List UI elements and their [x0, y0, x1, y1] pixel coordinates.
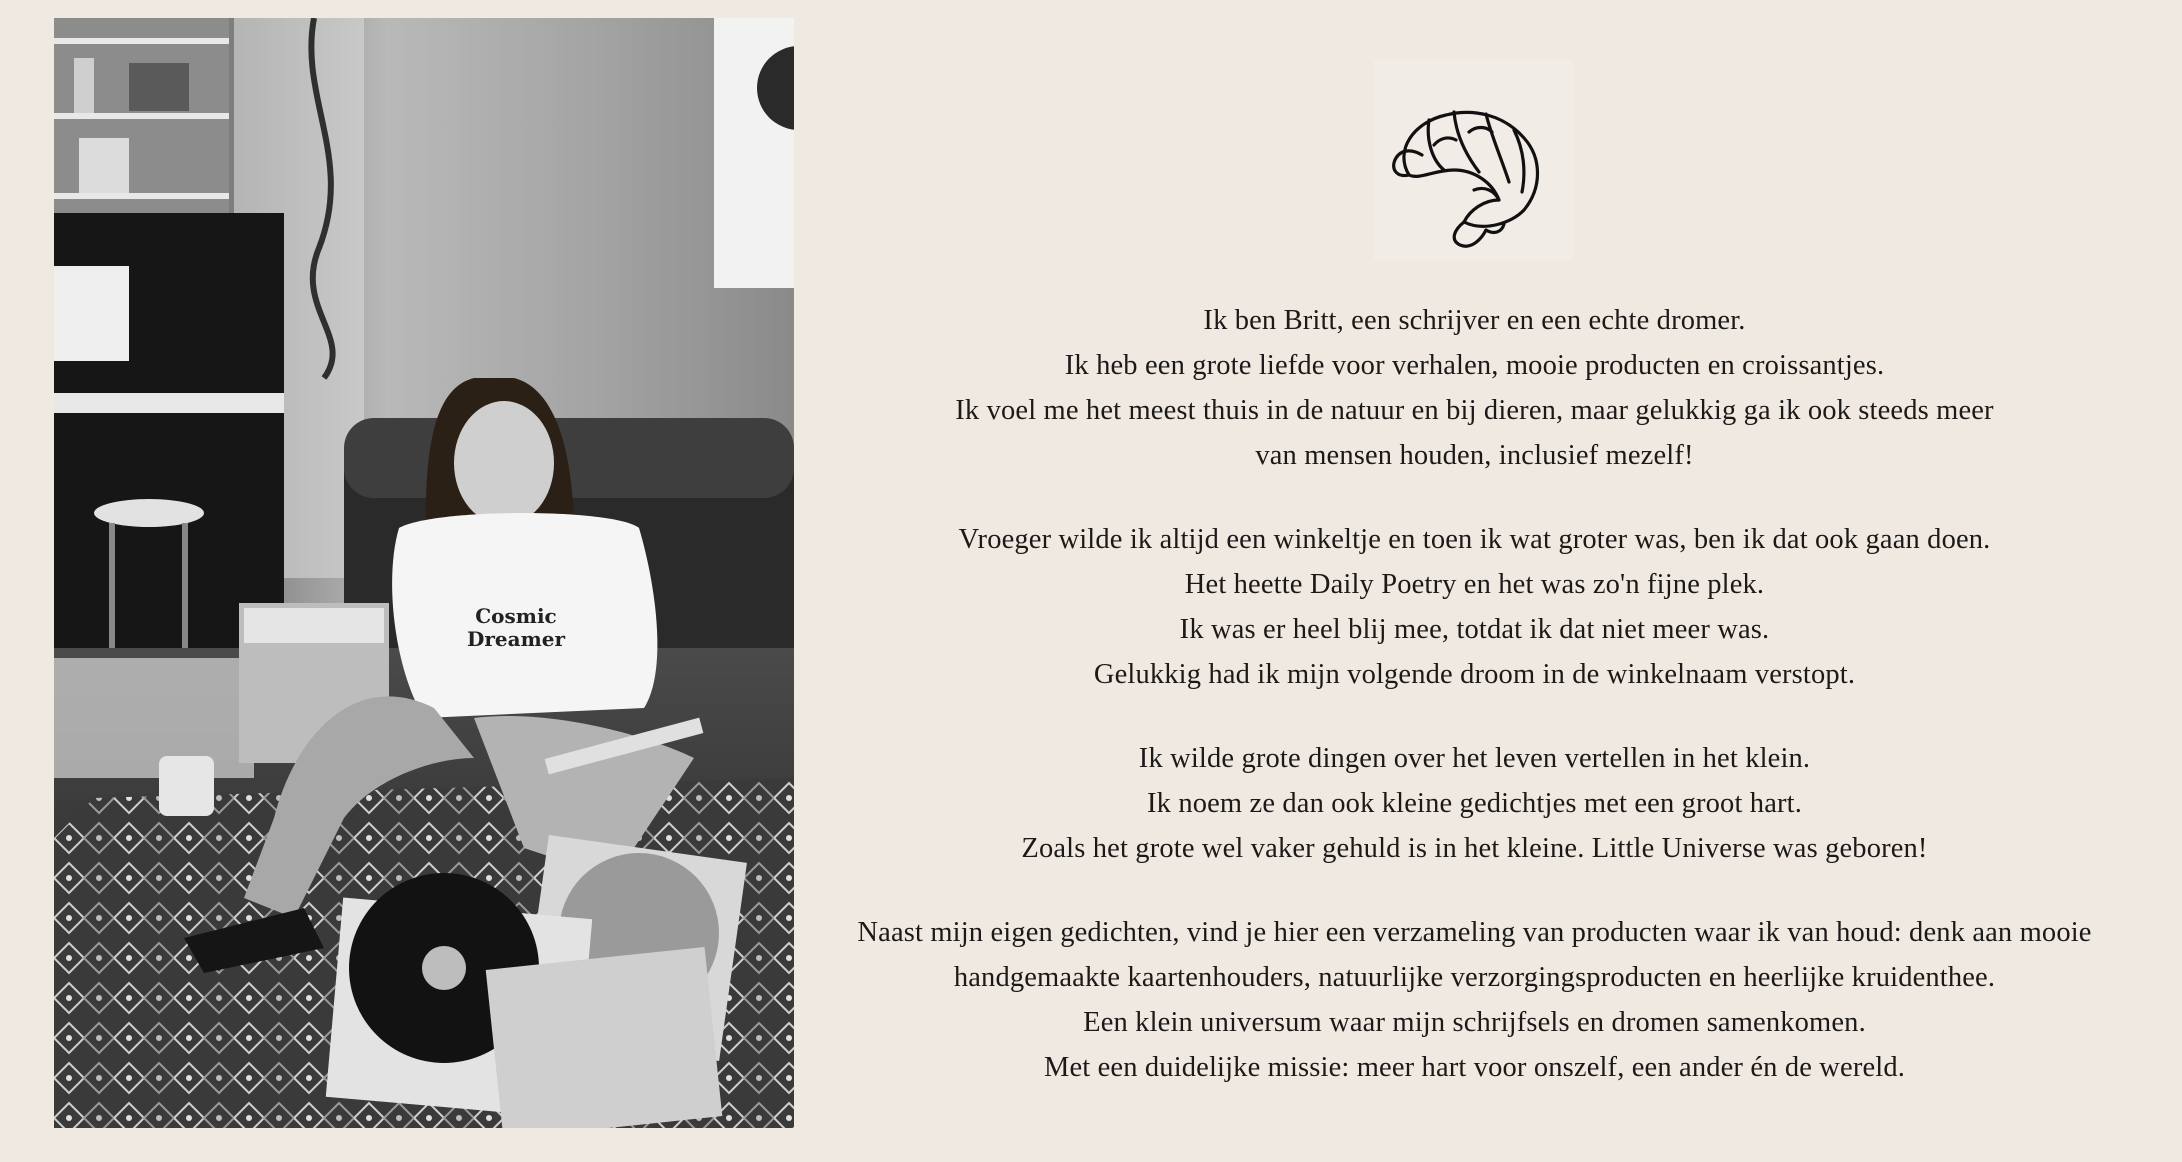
- bio-line: Ik was er heel blij mee, totdat ik dat niet meer was.: [1179, 614, 1770, 645]
- bio-line: Ik voel me het meest thuis in de natuur en bij dieren, maar gelukkig ga ik ook steeds meer: [955, 395, 1994, 426]
- bio-line: Ik heb een grote liefde voor verhalen, mooie producten en croissantjes.: [1064, 350, 1885, 381]
- bio-paragraph-3: [800, 736, 2149, 871]
- about-text-column: [800, 0, 2149, 1162]
- bio-paragraph-1: [800, 298, 2149, 478]
- about-photo: [54, 18, 794, 1128]
- bio-line: Het heette Daily Poetry en het was zo'n fijne plek.: [1184, 569, 1765, 600]
- bio-line: handgemaakte kaartenhouders, natuurlijke verzorgingsproducten en heerlijke kruidenthee.: [953, 962, 1996, 993]
- bio-line: Gelukkig had ik mijn volgende droom in de winkelnaam verstopt.: [1093, 659, 1856, 690]
- croissant-icon: [1374, 60, 1574, 260]
- bio-line: Ik ben Britt, een schrijver en een echte dromer.: [1203, 305, 1746, 336]
- bio-line: Zoals het grote wel vaker gehuld is in het kleine. Little Universe was geboren!: [1021, 833, 1928, 864]
- bio-line: Naast mijn eigen gedichten, vind je hier een verzameling van producten waar ik van houd: denk aan mooie: [857, 917, 2092, 948]
- logo-box: [1374, 60, 1574, 260]
- bio-paragraph-4: [800, 910, 2149, 1090]
- bio-line: Ik noem ze dan ook kleine gedichtjes met een groot hart.: [1147, 788, 1802, 819]
- bio-line: Een klein universum waar mijn schrijfsels en dromen samenkomen.: [1083, 1007, 1866, 1038]
- shirt-text-line-2: Dreamer: [467, 627, 565, 651]
- bio-line: Met een duidelijke missie: meer hart voor onszelf, een ander én de wereld.: [1043, 1052, 1906, 1083]
- bio-paragraph-2: [800, 517, 2149, 697]
- bio-text: [800, 298, 2149, 1129]
- bio-line: Vroeger wilde ik altijd een winkeltje en toen ik wat groter was, ben ik dat ook gaan doen.: [958, 524, 1991, 555]
- shirt-text-line-1: Cosmic: [475, 604, 557, 628]
- bio-line: van mensen houden, inclusief mezelf!: [1255, 440, 1694, 471]
- photo-illustration: [54, 18, 794, 1128]
- bio-line: Ik wilde grote dingen over het leven vertellen in het klein.: [1138, 743, 1811, 774]
